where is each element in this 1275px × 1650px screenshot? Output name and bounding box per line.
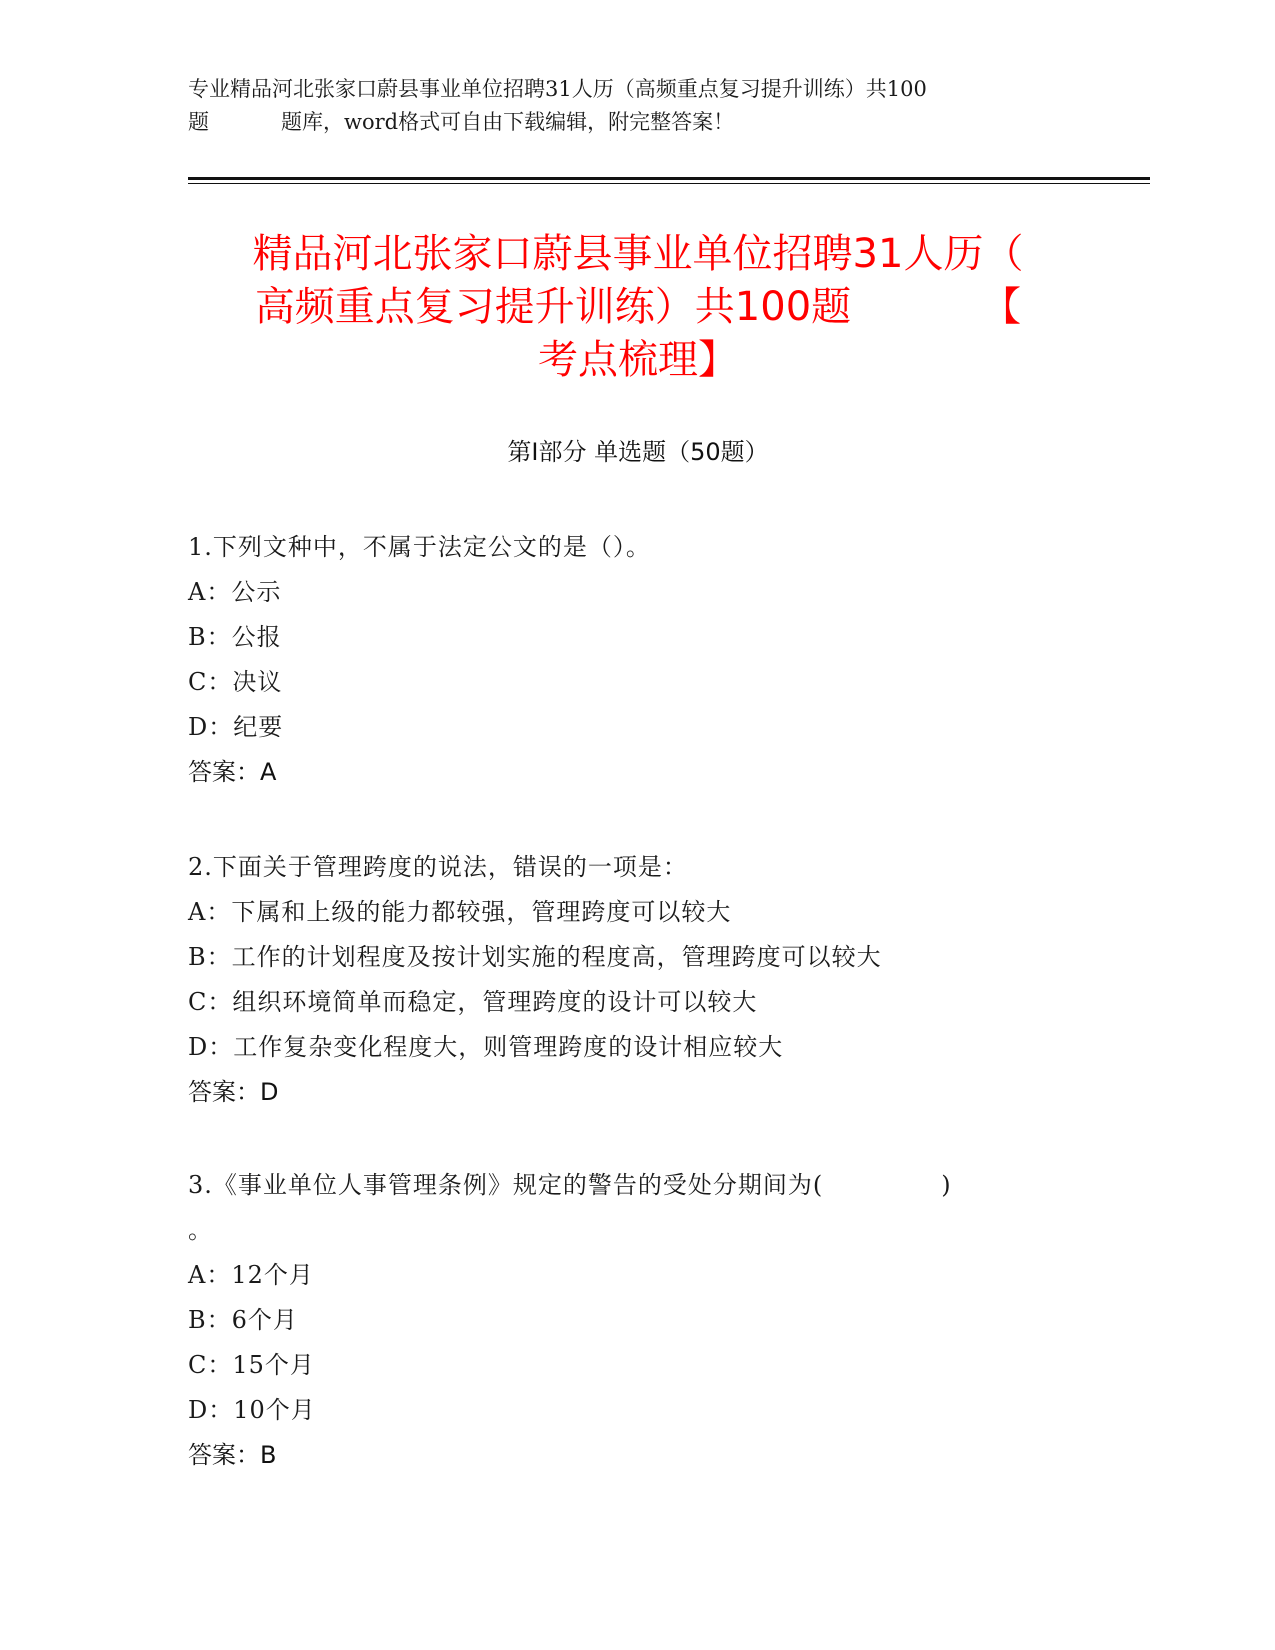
option-c: C：决议 [188,668,283,696]
question-stem: 2.下面关于管理跨度的说法，错误的一项是： [188,853,688,881]
option-c: C：15个月 [188,1351,315,1379]
title-line-2-text: 高频重点复习提升训练）共100题 [254,284,852,330]
question-stem-close-paren: ) [941,1171,952,1199]
option-d: D：工作复杂变化程度大，则管理跨度的设计相应较大 [188,1033,784,1061]
title-line-2 [188,281,1088,334]
header-note-line-1: 专业精品河北张家口蔚县事业单位招聘31人历（高频重点复习提升训练）共100 [188,77,927,101]
answer: 答案：A [188,758,277,786]
section-heading: 第I部分 单选题（50题） [507,438,769,466]
option-b: B：6个月 [188,1306,298,1334]
option-a: A：公示 [188,578,282,606]
answer: 答案：B [188,1441,277,1469]
header-rule-thin [188,183,1150,184]
header-rule-thick [188,177,1150,180]
title-line-1: 精品河北张家口蔚县事业单位招聘31人历（ [252,231,1024,277]
header-note [188,73,1088,139]
title-line-2-bracket: 【 [981,284,1022,330]
option-d: D：10个月 [188,1396,316,1424]
question-2 [188,845,1088,1115]
question-1 [188,525,1088,795]
question-stem: 1.下列文种中，不属于法定公文的是（）。 [188,533,651,561]
header-note-line-2-end: 题库，word格式可自由下载编辑，附完整答案！ [281,110,735,134]
document-title [188,228,1088,387]
option-b: B：公报 [188,623,282,651]
option-a: A：下属和上级的能力都较强，管理跨度可以较大 [188,898,732,926]
option-b: B：工作的计划程度及按计划实施的程度高，管理跨度可以较大 [188,943,882,971]
option-a: A：12个月 [188,1261,314,1289]
question-3 [188,1163,1088,1478]
option-c: C：组织环境简单而稳定，管理跨度的设计可以较大 [188,988,758,1016]
header-note-line-2 [188,106,1088,139]
answer: 答案：D [188,1078,279,1106]
question-stem-text: 3.《事业单位人事管理条例》规定的警告的受处分期间为( [188,1171,824,1199]
question-stem-continuation: 。 [188,1216,213,1244]
header-note-line-2-start: 题 [188,110,209,134]
option-d: D：纪要 [188,713,284,741]
title-line-3: 考点梳理】 [538,337,738,383]
question-stem [188,1163,1088,1208]
